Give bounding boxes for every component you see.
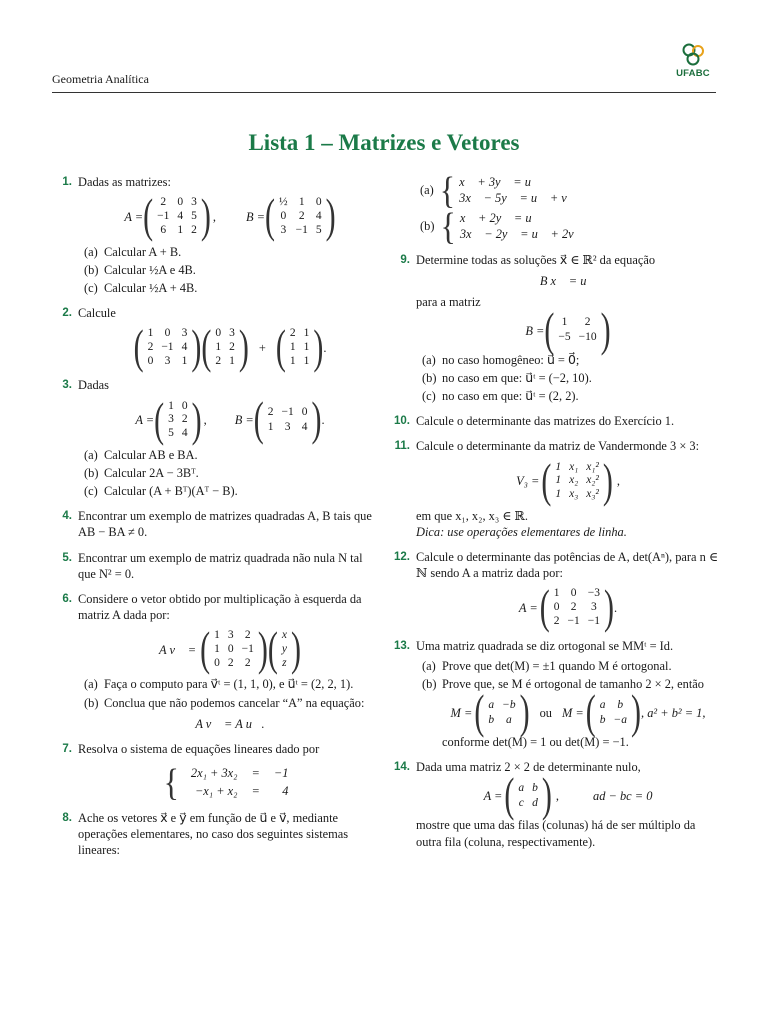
cell: 2 xyxy=(160,196,167,209)
cell: x xyxy=(281,629,287,642)
item-label: (a) xyxy=(422,658,436,673)
item-text: Calcular 2A − 3Bᵀ. xyxy=(104,466,199,481)
cell: 2 xyxy=(244,629,251,642)
matrix-b-label: B = xyxy=(525,323,545,338)
paren-right: ) xyxy=(290,622,301,676)
cell: 1 xyxy=(289,340,296,353)
cell: c xyxy=(518,797,524,809)
exercise-text: Calcule o determinante das potências de A, det(Aⁿ), para n ∈ ℕ sendo A a matriz dada por: xyxy=(416,550,719,581)
exercise-2 xyxy=(52,305,382,374)
exercise-number: 2. xyxy=(62,306,72,319)
matrix-b xyxy=(416,303,720,357)
item-label: (b) xyxy=(422,371,437,385)
sub-item xyxy=(422,658,720,674)
exercise-text: Dadas as matrizes: xyxy=(78,175,171,189)
cell: 4 xyxy=(315,209,322,222)
matrix xyxy=(544,303,611,357)
linear-system xyxy=(78,760,382,804)
period: . xyxy=(323,340,327,355)
cell: 0 xyxy=(301,405,308,418)
paren-right: ) xyxy=(313,320,324,374)
brace: { xyxy=(439,168,456,212)
separator: , xyxy=(555,789,559,804)
item-label: (b) xyxy=(84,466,99,481)
paren-left: ( xyxy=(504,769,515,823)
exercise-8 xyxy=(52,810,382,858)
cell: 1 xyxy=(214,629,220,642)
matrix-label: M = xyxy=(561,706,584,721)
cell: −1 xyxy=(241,642,254,655)
cell: b xyxy=(617,698,624,711)
item-label: (c) xyxy=(422,389,436,404)
cell: 0 xyxy=(215,327,222,340)
or-word: ou xyxy=(539,706,552,721)
exercise-text: Encontrar um exemplo de matriz quadrada não nula N tal que N² = 0. xyxy=(78,550,363,581)
exercise-number: 3. xyxy=(62,379,72,392)
item-label: (b) xyxy=(84,262,99,277)
cell: 0 xyxy=(177,196,184,209)
exercise-8-systems xyxy=(390,168,720,248)
exercise-text: Encontrar um exemplo de matrizes quadradas A, B tais que AB − BA ≠ 0. xyxy=(78,509,372,540)
paren-left: ( xyxy=(539,580,550,634)
system-row: 3x⃗ − 2y⃗ = u⃗ + 2v⃗ xyxy=(459,227,584,242)
exercise-text: mostre que uma das filas (colunas) há de ser múltiplo da outra fila (coluna, respectivamente). xyxy=(416,818,696,849)
matrix-vector-product xyxy=(78,622,382,676)
exercise-11 xyxy=(390,438,720,540)
matrix-1 xyxy=(133,320,202,374)
paren-left: ( xyxy=(544,303,555,357)
cell: 1 xyxy=(555,460,562,473)
item-text: Calcular ½A + 4B. xyxy=(104,280,198,295)
cell: 1 xyxy=(147,327,154,340)
cell: x₁² xyxy=(586,460,599,473)
paren-right: ) xyxy=(325,189,336,243)
exercise-number: 8. xyxy=(62,812,72,825)
cell: −1 xyxy=(587,614,600,627)
cell: 0 xyxy=(181,399,188,412)
cell: −3 xyxy=(587,587,600,600)
page-header xyxy=(52,40,716,93)
cell: a xyxy=(518,782,525,794)
exercise-text: Determine todas as soluções x⃗ ∈ ℝ² da equação xyxy=(416,252,656,267)
exercise-12 xyxy=(390,549,720,634)
cell: 1 xyxy=(303,340,310,353)
cell: d xyxy=(532,797,538,809)
cell: 5 xyxy=(168,427,174,440)
item-label: (b) xyxy=(84,695,99,710)
cell: 2 xyxy=(553,614,560,627)
cell: 1 xyxy=(303,354,310,367)
vector-xyz xyxy=(267,622,301,676)
cell: −1 xyxy=(567,614,580,627)
exercise-number: 5. xyxy=(62,551,72,564)
logo-text: UFABC xyxy=(676,68,710,79)
cell: 1 xyxy=(555,488,562,501)
exercise-5 xyxy=(52,550,382,582)
cell: 0 xyxy=(315,196,322,209)
cell: x₃² xyxy=(586,488,599,501)
matrix-3 xyxy=(275,320,327,374)
plus-sign: + xyxy=(258,340,266,355)
cell: 1 xyxy=(214,642,220,655)
matrix xyxy=(539,580,614,634)
sub-items xyxy=(84,447,382,499)
hint-text: Dica: use operações elementares de linha. xyxy=(416,525,627,540)
exercise-number: 4. xyxy=(62,510,72,523)
matrix-a xyxy=(143,189,211,243)
item-label: (a) xyxy=(422,352,436,367)
exercise-number: 12. xyxy=(394,551,410,564)
cell: 4 xyxy=(177,209,184,222)
cell: z xyxy=(282,656,287,669)
matrix-a-label: A = xyxy=(135,413,155,428)
cell: 4 xyxy=(181,427,188,440)
cell: 6 xyxy=(160,223,167,236)
brace: { xyxy=(440,204,456,248)
cell: 2 xyxy=(244,656,251,669)
matrix-b xyxy=(265,189,336,243)
paren-right: ) xyxy=(191,393,202,446)
cell: −a xyxy=(613,713,628,726)
system-rhs: −1 xyxy=(273,765,289,780)
paren-right: ) xyxy=(238,320,249,374)
item-text: Calcular A + B. xyxy=(104,244,182,259)
cell: 1 xyxy=(561,316,568,329)
sub-item xyxy=(84,280,382,296)
cell: −5 xyxy=(558,331,571,344)
condition: ad − bc = 0 xyxy=(593,789,653,804)
sub-item xyxy=(84,695,382,711)
exercise-text: Resolva o sistema de equações lineares dado por xyxy=(78,741,320,756)
item-text: Conclua que não podemos cancelar “A” na equação: xyxy=(104,695,365,710)
sub-item xyxy=(84,483,382,499)
cell: −1 xyxy=(281,405,294,418)
paren-left: ( xyxy=(253,393,264,446)
cell: −10 xyxy=(578,331,597,344)
item-label: (a) xyxy=(84,244,98,259)
cell: 2 xyxy=(289,327,296,340)
cell: 4 xyxy=(181,340,188,353)
paren-right: ) xyxy=(603,580,614,634)
cell: ½ xyxy=(279,196,288,209)
item-label: (a) xyxy=(420,183,434,198)
paren-right: ) xyxy=(311,393,322,446)
paren-left: ( xyxy=(133,320,144,374)
exercise-text: em que x₁, x₂, x₃ ∈ ℝ. xyxy=(416,508,528,523)
cell: a xyxy=(599,698,606,711)
period: . xyxy=(321,413,325,428)
cell: 1 xyxy=(303,327,310,340)
cell: 2 xyxy=(227,656,234,669)
item-label: (c) xyxy=(84,280,98,295)
paren-left: ( xyxy=(154,393,165,446)
cell: 2 xyxy=(147,340,154,353)
cell: b xyxy=(532,782,538,794)
sub-item xyxy=(84,447,382,463)
exercise-text: Ache os vetores x⃗ e y⃗ em função de u⃗ e v⃗, mediante operações elementares, no caso dos seguintes sistemas lineares: xyxy=(78,811,349,858)
exercise-number: 10. xyxy=(394,415,410,428)
exercise-4 xyxy=(52,508,382,540)
sub-item xyxy=(84,244,382,260)
paren-left: ( xyxy=(474,685,485,739)
separator: , xyxy=(212,209,216,224)
exercise-text: Dadas xyxy=(78,378,109,393)
paren-right: ) xyxy=(257,622,268,676)
system-eq: = xyxy=(251,784,260,799)
cell: 2 xyxy=(584,316,591,329)
cell: 3 xyxy=(164,354,171,367)
sub-item xyxy=(422,676,720,692)
item-text: Calcular AB e BA. xyxy=(104,447,198,462)
system-b xyxy=(420,204,720,248)
cell: 4 xyxy=(301,420,308,433)
cell: b xyxy=(488,713,495,726)
paren-left: ( xyxy=(267,622,278,676)
cell: 5 xyxy=(315,223,322,236)
item-text: no caso homogêneo: u⃗ = 0⃗; xyxy=(442,352,580,367)
cell: 3 xyxy=(284,420,291,433)
matrix-a xyxy=(200,622,268,676)
paren-right: ) xyxy=(602,453,613,507)
cell: 2 xyxy=(267,405,274,418)
exercise-number: 11. xyxy=(394,440,410,453)
item-text: no caso em que: u⃗ᵗ = (−2, 10). xyxy=(442,371,592,385)
system-eq: = xyxy=(251,765,260,780)
system-row: x⃗ + 3y⃗ = u⃗ xyxy=(459,175,541,189)
equation: A v⃗ = A u⃗. xyxy=(195,716,265,731)
paren-left: ( xyxy=(585,685,596,739)
cell: 3 xyxy=(191,196,197,209)
paren-right: ) xyxy=(200,189,211,243)
sub-item xyxy=(84,465,382,481)
exercise-text: conforme det(M) = 1 ou det(M) = −1. xyxy=(442,735,629,750)
item-label: (a) xyxy=(84,447,98,462)
cell: b xyxy=(599,713,606,726)
sub-items xyxy=(422,658,720,692)
cell: 0 xyxy=(147,354,154,367)
cell: 2 xyxy=(298,209,305,222)
matrices-ab xyxy=(78,393,382,446)
exercise-7 xyxy=(52,741,382,804)
matrix-label: M = xyxy=(450,706,473,721)
paren-right: ) xyxy=(191,320,202,374)
cell: 2 xyxy=(570,601,577,614)
exercise-number: 7. xyxy=(62,742,72,755)
matrix-b xyxy=(253,393,322,446)
cell: 3 xyxy=(590,601,597,614)
exercise-text: Uma matriz quadrada se diz ortogonal se MMᵗ = Id. xyxy=(416,638,674,653)
item-text: Calcular ½A e 4B. xyxy=(104,262,196,277)
exercise-number: 1. xyxy=(62,176,72,188)
orthogonal-forms xyxy=(416,685,720,739)
item-label: (a) xyxy=(84,677,98,692)
cell: −b xyxy=(502,698,516,711)
exercise-1 xyxy=(52,174,382,296)
product-lhs: A v⃗ = xyxy=(159,642,197,657)
matrix-expression xyxy=(78,320,382,374)
system-row: x⃗ + 2y⃗ = u⃗ xyxy=(459,211,542,226)
system-row: 3x⃗ − 5y⃗ = u⃗ + v⃗ xyxy=(459,191,577,206)
sub-item xyxy=(422,388,720,404)
sub-items xyxy=(422,352,720,404)
cell: 1 xyxy=(289,354,296,367)
sub-item xyxy=(422,370,720,386)
cell: 3 xyxy=(181,327,188,340)
cell: 3 xyxy=(227,629,234,642)
equation: B x⃗ = u⃗ xyxy=(539,273,597,288)
cell: 2 xyxy=(229,340,235,353)
cell: 1 xyxy=(168,399,174,412)
paren-right: ) xyxy=(541,769,552,823)
matrices-ab xyxy=(78,189,382,243)
cell: 1 xyxy=(553,587,560,600)
paren-left: ( xyxy=(143,189,154,243)
paren-left: ( xyxy=(200,622,211,676)
cell: 2 xyxy=(215,354,222,367)
item-text: Calcular (A + Bᵀ)(Aᵀ − B). xyxy=(104,484,238,499)
cell: 3 xyxy=(168,413,174,426)
left-column xyxy=(52,174,382,868)
paren-left: ( xyxy=(201,320,212,374)
vandermonde-matrix xyxy=(416,453,720,507)
cell: −1 xyxy=(157,209,170,222)
cell: 1 xyxy=(298,196,305,209)
matrix xyxy=(504,769,552,823)
item-text: Prove que det(M) = ±1 quando M é ortogonal. xyxy=(442,658,672,673)
sub-item xyxy=(84,262,382,278)
cell: 1 xyxy=(177,223,184,236)
brace: { xyxy=(163,760,179,804)
matrix-a-label: A = xyxy=(124,209,144,224)
exercise-13 xyxy=(390,638,720,751)
exercise-9 xyxy=(390,252,720,405)
item-label: (b) xyxy=(420,219,435,234)
paren-right: ) xyxy=(519,685,530,739)
cell: 1 xyxy=(215,340,222,353)
separator: , xyxy=(203,413,207,428)
cell: 0 xyxy=(570,587,577,600)
cell: x₂² xyxy=(586,474,599,487)
paren-left: ( xyxy=(265,189,276,243)
sub-item xyxy=(422,352,720,368)
condition: , a² + b² = 1, xyxy=(641,706,706,721)
course-name: Geometria Analítica xyxy=(52,72,149,87)
matrix-b-label: B = xyxy=(246,209,266,224)
exercise-text: para a matriz xyxy=(416,294,481,309)
item-label: (b) xyxy=(422,677,437,692)
cell: 2 xyxy=(191,223,197,236)
exercise-text: Dada uma matriz 2 × 2 de determinante nulo, xyxy=(416,760,641,775)
cell: −1 xyxy=(161,340,174,353)
exercise-text: Calcule o determinante da matriz de Vandermonde 3 × 3: xyxy=(416,439,700,454)
cell: 0 xyxy=(553,601,560,614)
exercise-number: 14. xyxy=(394,761,410,774)
exercise-text: Calcule o determinante das matrizes do Exercício 1. xyxy=(416,414,675,429)
exercise-14 xyxy=(390,759,720,849)
sub-item xyxy=(84,676,382,692)
ufabc-logo-icon xyxy=(678,42,708,68)
cell: 1 xyxy=(181,354,188,367)
cell: x₁ xyxy=(569,460,579,473)
cell: −1 xyxy=(295,223,308,236)
cell: 1 xyxy=(229,354,235,367)
item-text: Prove que, se M é ortogonal de tamanho 2 × 2, então xyxy=(442,677,704,692)
period: . xyxy=(613,601,618,616)
item-text: no caso em que: u⃗ᵗ = (2, 2). xyxy=(442,389,579,404)
right-column xyxy=(390,168,720,859)
exercise-number: 9. xyxy=(400,253,410,266)
cell: a xyxy=(505,713,512,726)
matrix-a xyxy=(416,580,720,634)
matrix-label: A = xyxy=(483,789,503,804)
cell: a xyxy=(488,698,495,711)
cell: 0 xyxy=(214,656,220,669)
cell: x₃ xyxy=(569,488,579,501)
sub-items xyxy=(84,676,382,710)
cell: 3 xyxy=(280,223,287,236)
paren-right: ) xyxy=(600,303,611,357)
ufabc-logo xyxy=(670,42,716,80)
system-a xyxy=(420,168,720,212)
paren-left: ( xyxy=(541,453,552,507)
cell: y xyxy=(281,642,287,655)
cell: x₂ xyxy=(569,474,579,487)
paren-left: ( xyxy=(275,320,286,374)
cell: 1 xyxy=(267,420,274,433)
exercise-10 xyxy=(390,413,720,429)
matrix-a xyxy=(416,769,720,823)
exercise-text: Calcule xyxy=(78,305,116,320)
matrix-2 xyxy=(201,320,249,374)
paren-right: ) xyxy=(631,685,642,739)
matrix-label: V₃ = xyxy=(516,474,540,489)
cell: 1 xyxy=(555,474,562,487)
cell: 2 xyxy=(181,413,188,426)
matrix-reflection xyxy=(585,685,642,739)
sub-items xyxy=(84,244,382,296)
exercise-number: 13. xyxy=(394,639,410,652)
exercise-number: 6. xyxy=(62,592,72,605)
exercise-3 xyxy=(52,377,382,499)
matrix-a xyxy=(154,393,202,446)
system-lhs: −x₁ + x₂ xyxy=(194,784,238,799)
cell: 5 xyxy=(191,209,197,222)
matrix-label: A = xyxy=(518,601,538,616)
cell: 0 xyxy=(280,209,287,222)
system-lhs: 2x₁ + 3x₂ xyxy=(190,765,238,780)
item-label: (c) xyxy=(84,484,98,499)
page-title: Lista 1 – Matrizes e Vetores xyxy=(248,130,520,155)
exercise-text: Considere o vetor obtido por multiplicação à esquerda da matriz A dada por: xyxy=(78,591,362,622)
exercise-6 xyxy=(52,591,382,732)
separator: , xyxy=(616,474,620,489)
matrix-rotation xyxy=(474,685,530,739)
cell: 0 xyxy=(227,642,234,655)
matrix-b-label: B = xyxy=(234,413,254,428)
cell: 0 xyxy=(164,327,171,340)
matrix xyxy=(541,453,613,507)
cell: 3 xyxy=(229,327,235,340)
system-rhs: 4 xyxy=(282,784,289,799)
item-text: Faça o computo para v⃗ᵗ = (1, 1, 0), e u⃗ᵗ = (2, 2, 1). xyxy=(104,677,354,692)
